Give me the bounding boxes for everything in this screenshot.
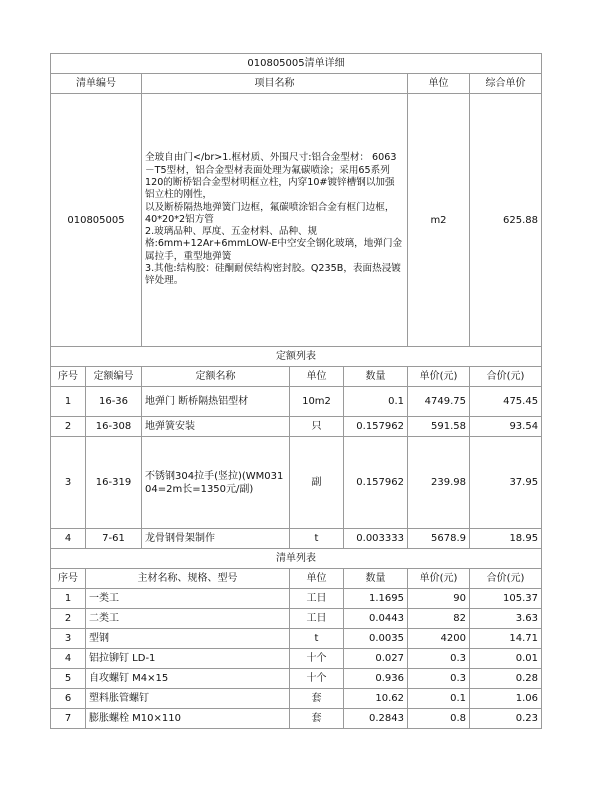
quota-total: 18.95 (470, 529, 542, 549)
header-code: 清单编号 (51, 74, 142, 94)
material-row (51, 629, 542, 649)
quota-qty: 0.157962 (344, 437, 408, 529)
material-row (51, 669, 542, 689)
material-unit: 工日 (290, 609, 344, 629)
material-price: 0.3 (408, 649, 470, 669)
material-price: 0.3 (408, 669, 470, 689)
material-unit: 工日 (290, 589, 344, 609)
material-qty: 0.0443 (344, 609, 408, 629)
material-name: 型钢 (86, 629, 290, 649)
materials-header-qty: 数量 (344, 569, 408, 589)
quota-qty: 0.003333 (344, 529, 408, 549)
quota-name: 不锈钢304拉手(竖拉)(WM03104=2m长=1350元/副) (142, 437, 290, 529)
material-price: 4200 (408, 629, 470, 649)
material-name: 一类工 (86, 589, 290, 609)
material-qty: 0.936 (344, 669, 408, 689)
quota-unit: 副 (290, 437, 344, 529)
material-qty: 0.0035 (344, 629, 408, 649)
quota-total: 93.54 (470, 417, 542, 437)
quota-unit: 只 (290, 417, 344, 437)
quota-seq: 3 (51, 437, 86, 529)
material-total: 0.01 (470, 649, 542, 669)
material-price: 82 (408, 609, 470, 629)
materials-header-name: 主材名称、规格、型号 (86, 569, 290, 589)
material-price: 90 (408, 589, 470, 609)
header-name: 项目名称 (142, 74, 408, 94)
material-name: 塑料胀管螺钉 (86, 689, 290, 709)
material-unit: 套 (290, 689, 344, 709)
quota-header-name: 定额名称 (142, 367, 290, 387)
material-row (51, 649, 542, 669)
quota-header-price: 单价(元) (408, 367, 470, 387)
material-unit: 十个 (290, 649, 344, 669)
quota-unit: t (290, 529, 344, 549)
material-unit: t (290, 629, 344, 649)
materials-section-title: 清单列表 (51, 549, 542, 569)
item-price: 625.88 (470, 94, 542, 347)
material-seq: 3 (51, 629, 86, 649)
quota-total: 475.45 (470, 387, 542, 417)
material-qty: 0.2843 (344, 709, 408, 729)
material-name: 铝拉铆钉 LD-1 (86, 649, 290, 669)
item-unit: m2 (408, 94, 470, 347)
materials-header-seq: 序号 (51, 569, 86, 589)
material-row (51, 609, 542, 629)
quota-seq: 4 (51, 529, 86, 549)
quota-section-title: 定额列表 (51, 347, 542, 367)
quota-code: 16-308 (86, 417, 142, 437)
quota-code: 16-319 (86, 437, 142, 529)
item-description: 全玻自由门</br>1.框材质、外围尺寸:铝合金型材： 6063－T5型材，铝合金型材表面处理为氟碳喷涂；采用65系列120的断桥铝合金型材明框立柱，内穿10#镀锌槽钢以加强铝立柱的刚性， 以及断桥隔热地弹簧门边框，氟碳喷涂铝合金有框门边框，40*20*2铝方管 2.玻璃品种、厚度、五金材料、品种、规格:6mm+12Ar+6mmLOW-E中空安全钢化玻璃，地弹门金属拉手，重型地弹簧 3.其他:结构胶：硅酮耐侯结构密封胶。Q235B，表面热浸镀锌处理。 (142, 94, 408, 347)
quota-price: 591.58 (408, 417, 470, 437)
quota-row (51, 417, 542, 437)
quota-unit: 10m2 (290, 387, 344, 417)
quota-code: 7-61 (86, 529, 142, 549)
quota-code: 16-36 (86, 387, 142, 417)
item-code: 010805005 (51, 94, 142, 347)
material-row (51, 709, 542, 729)
material-price: 0.8 (408, 709, 470, 729)
quota-row (51, 529, 542, 549)
quota-name: 地弹门 断桥隔热铝型材 (142, 387, 290, 417)
material-unit: 套 (290, 709, 344, 729)
material-seq: 6 (51, 689, 86, 709)
material-qty: 0.027 (344, 649, 408, 669)
quota-price: 239.98 (408, 437, 470, 529)
material-unit: 十个 (290, 669, 344, 689)
quota-row (51, 387, 542, 417)
quota-row (51, 437, 542, 529)
material-seq: 2 (51, 609, 86, 629)
material-row (51, 589, 542, 609)
quota-name: 龙骨钢骨架制作 (142, 529, 290, 549)
page-title: 010805005清单详细 (51, 54, 542, 74)
material-seq: 1 (51, 589, 86, 609)
quota-qty: 0.1 (344, 387, 408, 417)
materials-header-unit: 单位 (290, 569, 344, 589)
materials-header-price: 单价(元) (408, 569, 470, 589)
header-price: 综合单价 (470, 74, 542, 94)
quota-qty: 0.157962 (344, 417, 408, 437)
quota-price: 5678.9 (408, 529, 470, 549)
bill-detail-table (50, 53, 542, 347)
quota-header-total: 合价(元) (470, 367, 542, 387)
material-name: 二类工 (86, 609, 290, 629)
material-seq: 7 (51, 709, 86, 729)
material-seq: 4 (51, 649, 86, 669)
material-total: 3.63 (470, 609, 542, 629)
quota-seq: 2 (51, 417, 86, 437)
quota-total: 37.95 (470, 437, 542, 529)
material-total: 1.06 (470, 689, 542, 709)
quota-header-qty: 数量 (344, 367, 408, 387)
quota-seq: 1 (51, 387, 86, 417)
material-name: 自攻螺钉 M4×15 (86, 669, 290, 689)
quota-price: 4749.75 (408, 387, 470, 417)
material-qty: 10.62 (344, 689, 408, 709)
material-total: 14.71 (470, 629, 542, 649)
material-price: 0.1 (408, 689, 470, 709)
material-total: 0.23 (470, 709, 542, 729)
header-unit: 单位 (408, 74, 470, 94)
quota-table (50, 346, 542, 549)
material-total: 0.28 (470, 669, 542, 689)
material-qty: 1.1695 (344, 589, 408, 609)
material-seq: 5 (51, 669, 86, 689)
quota-header-unit: 单位 (290, 367, 344, 387)
quota-header-seq: 序号 (51, 367, 86, 387)
materials-header-total: 合价(元) (470, 569, 542, 589)
material-name: 膨胀螺栓 M10×110 (86, 709, 290, 729)
materials-table (50, 548, 542, 729)
quota-header-code: 定额编号 (86, 367, 142, 387)
quota-name: 地弹簧安装 (142, 417, 290, 437)
material-total: 105.37 (470, 589, 542, 609)
material-row (51, 689, 542, 709)
